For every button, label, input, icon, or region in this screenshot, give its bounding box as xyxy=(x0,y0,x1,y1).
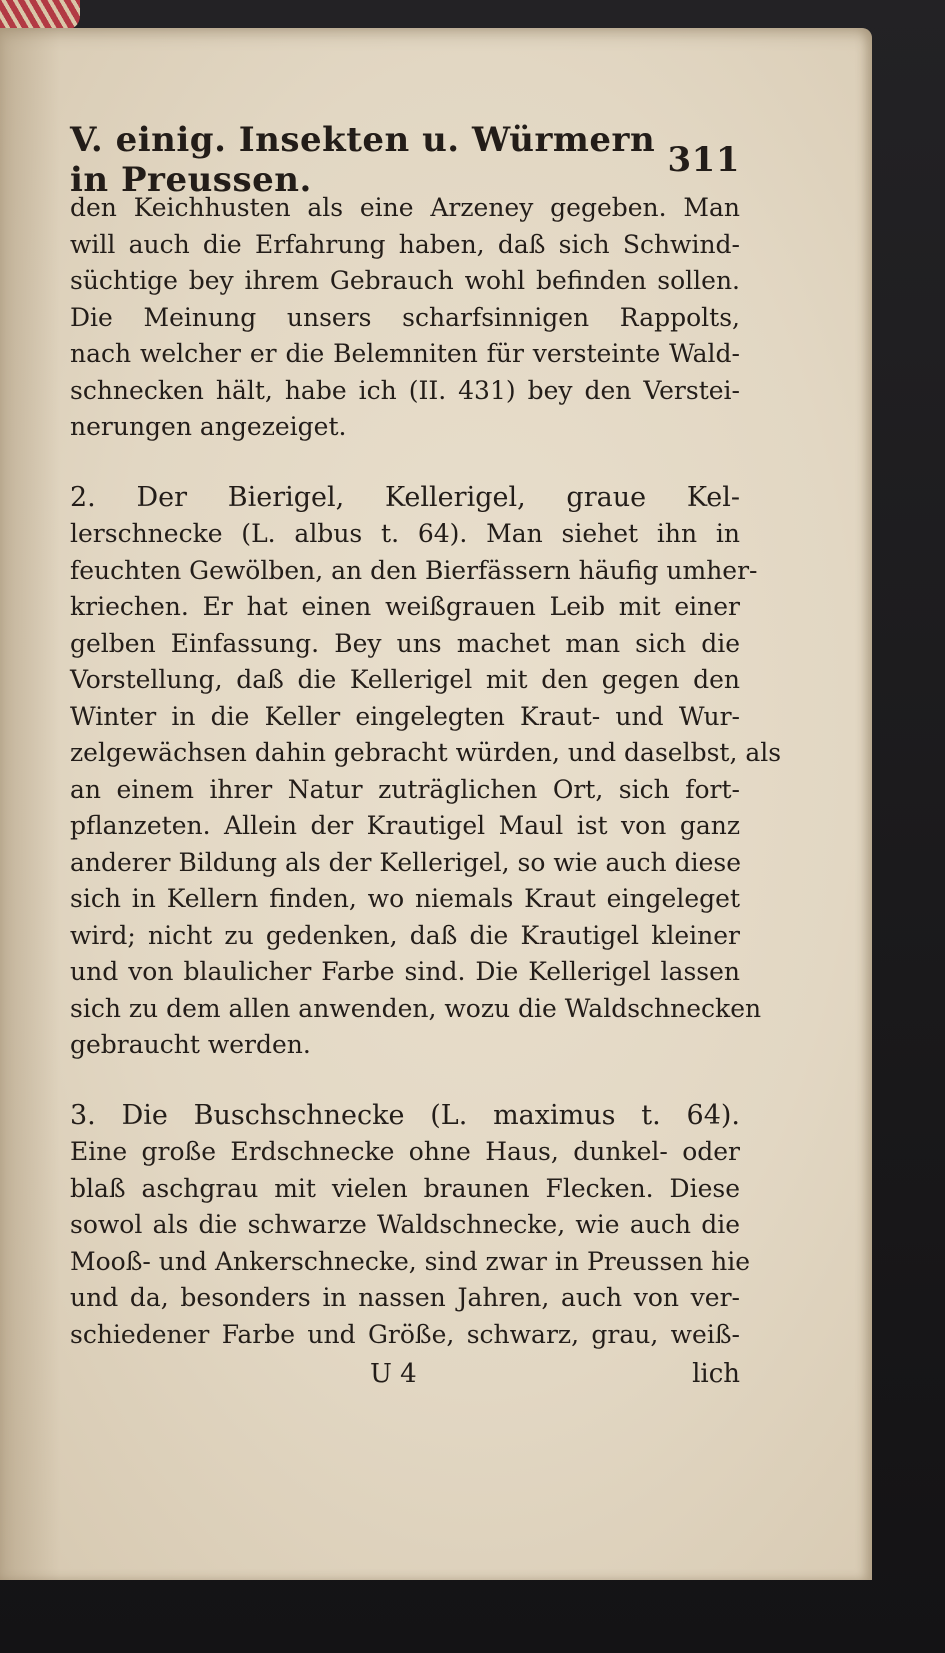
paragraph-gap xyxy=(70,446,740,480)
text-line: Mooß- und Ankerschnecke, sind zwar in Preussen hie xyxy=(70,1246,751,1276)
text-line: schiedener Farbe und Größe, schwarz, grau, weiß- xyxy=(70,1319,740,1349)
signature-mark: U 4 xyxy=(370,1359,417,1389)
text-line: schnecken hält, habe ich (II. 431) bey den Verstei- xyxy=(70,375,740,405)
paragraph-2 xyxy=(70,480,782,1064)
text-line: kriechen. Er hat einen weißgrauen Leib mit einer xyxy=(70,592,740,621)
text-line: lerschnecke (L. albus t. 64). Man siehet ihn in xyxy=(70,519,740,548)
catchword: lich xyxy=(692,1359,740,1389)
text-line: und von blaulicher Farbe sind. Die Kellerigel lassen xyxy=(70,957,740,986)
text-line: süchtige bey ihrem Gebrauch wohl befinden sollen. xyxy=(70,266,740,295)
section-heading-line: 2. Der Bierigel, Kellerigel, graue Kel- xyxy=(70,481,740,513)
text-line: sowol als die schwarze Waldschnecke, wie auch die xyxy=(70,1210,740,1239)
bookmark-ribbon xyxy=(0,0,80,30)
page-text xyxy=(70,120,782,1395)
paragraph-gap xyxy=(70,1064,740,1098)
book-page xyxy=(0,28,872,1580)
running-head: V. einig. Insekten u. Würmern in Preussen. xyxy=(70,120,656,200)
page-footer xyxy=(70,1353,740,1395)
section-heading-line: 3. Die Buschschnecke (L. maximus t. 64). xyxy=(70,1099,740,1131)
text-line: gebraucht werden. xyxy=(70,1030,311,1059)
text-line: den Keichhusten als eine Arzeney gegeben. Man xyxy=(70,193,740,222)
text-line: pflanzeten. Allein der Krautigel Maul ist von ganz xyxy=(70,811,740,840)
text-line: Eine große Erdschnecke ohne Haus, dunkel- oder xyxy=(70,1137,740,1166)
paragraph-1 xyxy=(70,190,740,446)
text-line: blaß aschgrau mit vielen braunen Flecken. Diese xyxy=(70,1173,740,1203)
text-line: sich zu dem allen anwenden, wozu die Waldschnecken xyxy=(70,993,762,1023)
text-line: gelben Einfassung. Bey uns machet man sich die xyxy=(70,628,740,658)
paragraph-3 xyxy=(70,1098,751,1354)
text-line: anderer Bildung als der Kellerigel, so wie auch diese xyxy=(70,847,741,877)
text-line: Die Meinung unsers scharfsinnigen Rappolts, xyxy=(70,302,740,332)
text-line: sich in Kellern finden, wo niemals Kraut eingeleget xyxy=(70,884,740,913)
text-line: und da, besonders in nassen Jahren, auch von ver- xyxy=(70,1283,740,1312)
text-line: will auch die Erfahrung haben, daß sich Schwind- xyxy=(70,229,740,259)
text-line: an einem ihrer Natur zuträglichen Ort, sich fort- xyxy=(70,774,740,804)
text-line: feuchten Gewölben, an den Bierfässern häufig umher- xyxy=(70,555,758,585)
text-line: nerungen angezeiget. xyxy=(70,412,347,441)
text-line: nach welcher er die Belemniten für versteinte Wald- xyxy=(70,339,740,368)
text-line: zelgewächsen dahin gebracht würden, und daselbst, als xyxy=(70,738,782,767)
page-header xyxy=(70,120,740,200)
text-line: Vorstellung, daß die Kellerigel mit den gegen den xyxy=(70,665,740,694)
text-line: Winter in die Keller eingelegten Kraut- und Wur- xyxy=(70,701,740,731)
text-line: wird; nicht zu gedenken, daß die Krautigel kleiner xyxy=(70,920,740,950)
page-number: 311 xyxy=(667,140,740,180)
